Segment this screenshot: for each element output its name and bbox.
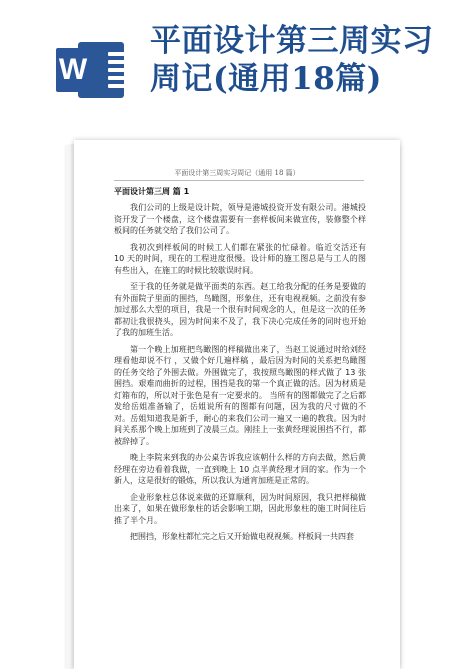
paragraph: 企业形象柱总体说来做的还算顺利，因为时间原因，我只把样稿做出来了，如果在做形象柱的话会影响工期，因此形象柱的施工时间往后推了半个月。 xyxy=(114,492,366,525)
paragraph: 晚上李院来到我的办公桌告诉我应该朝什么样的方向去做，然后黄经理在旁边看着我做，一直到晚上 10 点半黄经理才回的家。作为一个新人，这是很好的锻炼，所以我认为通宵加班是正常的。 xyxy=(114,453,366,485)
word-logo-letter: W xyxy=(56,48,90,92)
running-header: 平面设计第三周实习周记（通用 18 篇） xyxy=(174,169,300,177)
paragraph: 第一个晚上加班把鸟瞰图的样稿做出来了，当赵工说通过时给刘经理看他却说不行 ，又做个好几遍样稿 ，最后因为时间的关系把鸟瞰图的任务交给了外围去做。外围做完了，我按照鸟瞰图的样式做了 13 张围挡。艰难而曲折的过程，围挡是我的第一个真正做的活。因为材质是灯箱布的，所以对于张色是有一定要求的。 当所有的图都做完了之后都发给岳姐准备输了，岳姐说所有的图都有问题，因为我的尺寸做的不对。岳姐知道我是新手，耐心的来我们公司一遍又一遍的教我。因为时间关系那个晚上加班到了凌晨三点。刚挂上一张黄经理说围挡不行，都被辞掉了。 xyxy=(114,344,366,446)
paragraph: 把围挡，形象柱都忙完之后又开始做电视视频。样板间一共四套 xyxy=(130,532,354,541)
paragraph: 我初次到样板间的时候工人们都在紧张的忙碌着。临近交活还有 10 天的时间，现在的工程进度很慢。设计师的施工图总是与工人的图有些出入，在施工的时候比较歇误时间。 xyxy=(114,242,366,275)
paragraph: 至于我的任务就是做平面类的东西。赵工给我分配的任务是要做的有外面院子里面的围挡，鸟瞰图，形象住，还有电视视频。之前没有参加过那么大型的项目，我是一个很有时间观念的人，但是这一次的任务都初让我很挠头，因为时间来不及了，我下决心完成任务的同时也开始了我的加班生活。 xyxy=(114,282,366,337)
paragraph: 我们公司的上级是设计院，领导是港城投资开发有限公司。港城投资开发了一个楼盘，这个楼盘需要有一套样板间来做宣传，装修整个样板间的任务就交给了我们公司了。 xyxy=(114,203,366,235)
document-body xyxy=(114,202,366,548)
banner xyxy=(0,0,474,132)
header-divider xyxy=(114,180,364,181)
document-title: 平面设计第三周实习周记(通用18篇) xyxy=(150,23,434,97)
document-page-preview xyxy=(74,140,400,669)
word-document-icon xyxy=(56,38,126,100)
section-heading: 平面设计第三周 篇 1 xyxy=(114,187,190,196)
